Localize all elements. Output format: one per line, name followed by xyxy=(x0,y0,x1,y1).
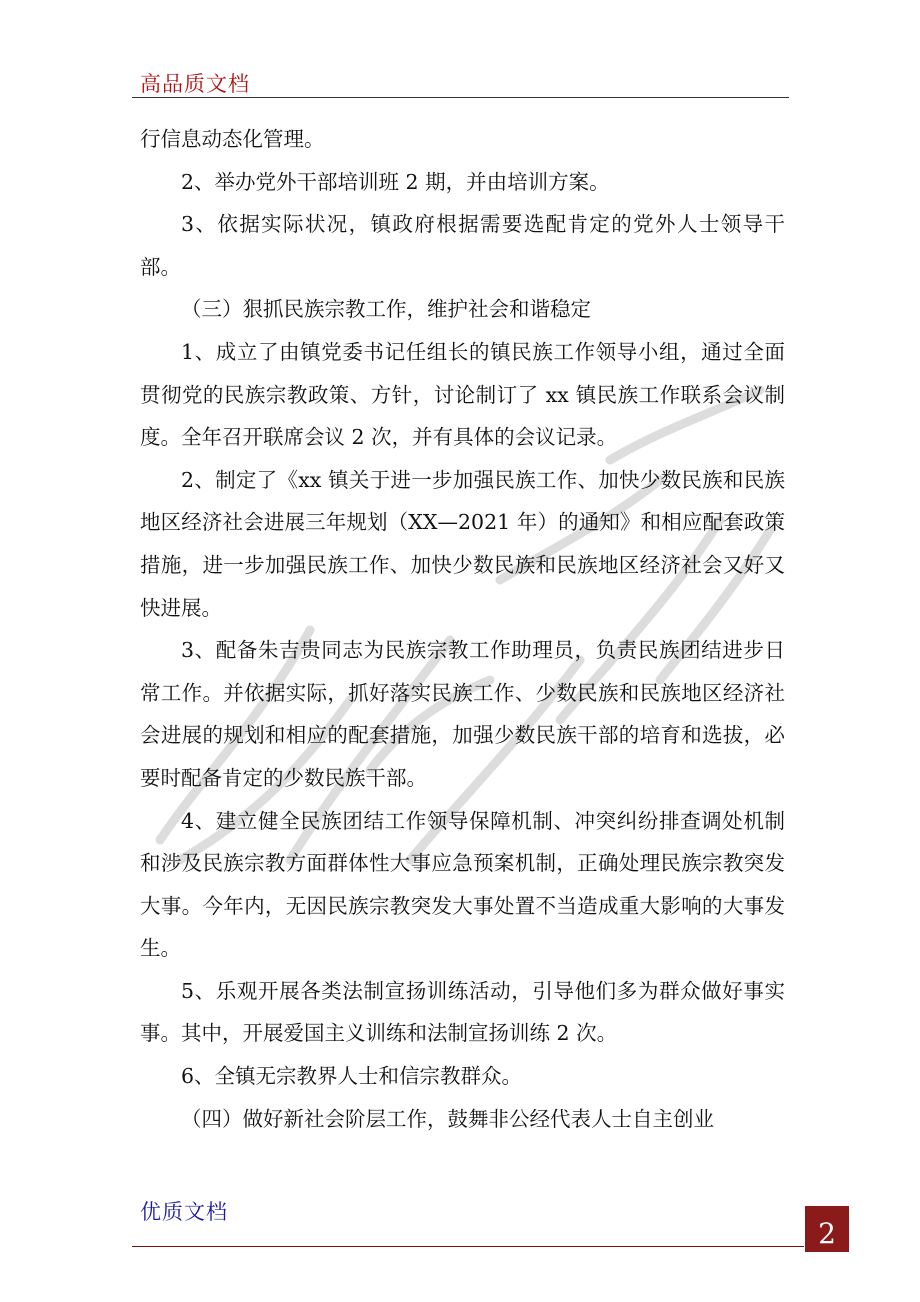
paragraph: 2、制定了《xx 镇关于进一步加强民族工作、加快少数民族和民族地区经济社会进展三年规划（XX—2021 年）的通知》和相应配套政策措施，进一步加强民族工作、加快少数民族和民族地区经济社会又好又快进展。 xyxy=(140,467,785,620)
paragraph: 3、依据实际状况，镇政府根据需要选配肯定的党外人士领导干部。 xyxy=(140,212,785,279)
paragraph: 6、全镇无宗教界人士和信宗教群众。 xyxy=(181,1064,523,1089)
paragraph: 2、举办党外干部培训班 2 期，并由培训方案。 xyxy=(181,169,610,194)
header-divider xyxy=(132,97,789,98)
section-heading: （四）做好新社会阶层工作，鼓舞非公经代表人士自主创业 xyxy=(181,1106,714,1131)
paragraph: 1、成立了由镇党委书记任组长的镇民族工作领导小组，通过全面贯彻党的民族宗教政策、方针，讨论制订了 xx 镇民族工作联系会议制度。全年召开联席会议 2 次，并有具体的会议记录。 xyxy=(140,339,785,450)
header-title: 高品质文档 xyxy=(140,72,250,96)
paragraph: 5、乐观开展各类法制宣扬训练活动，引导他们多为群众做好事实事。其中，开展爱国主义训练和法制宣扬训练 2 次。 xyxy=(140,978,785,1046)
paragraph: 行信息动态化管理。 xyxy=(140,127,325,151)
document-body xyxy=(140,118,785,1140)
footer-title: 优质文档 xyxy=(140,1200,228,1224)
page-number: 2 xyxy=(805,1206,849,1252)
section-heading: （三）狠抓民族宗教工作，维护社会和谐稳定 xyxy=(181,297,591,322)
paragraph: 3、配备朱吉贵同志为民族宗教工作助理员，负责民族团结进步日常工作。并依据实际，抓好落实民族工作、少数民族和民族地区经济社会进展的规划和相应的配套措施，加强少数民族干部的培育和选拔，必要时配备肯定的少数民族干部。 xyxy=(140,638,785,790)
footer-divider xyxy=(132,1246,804,1247)
paragraph: 4、建立健全民族团结工作领导保障机制、冲突纠纷排查调处机制和涉及民族宗教方面群体性大事应急预案机制，正确处理民族宗教突发大事。今年内，无因民族宗教突发大事处置不当造成重大影响的大事发生。 xyxy=(140,808,785,961)
